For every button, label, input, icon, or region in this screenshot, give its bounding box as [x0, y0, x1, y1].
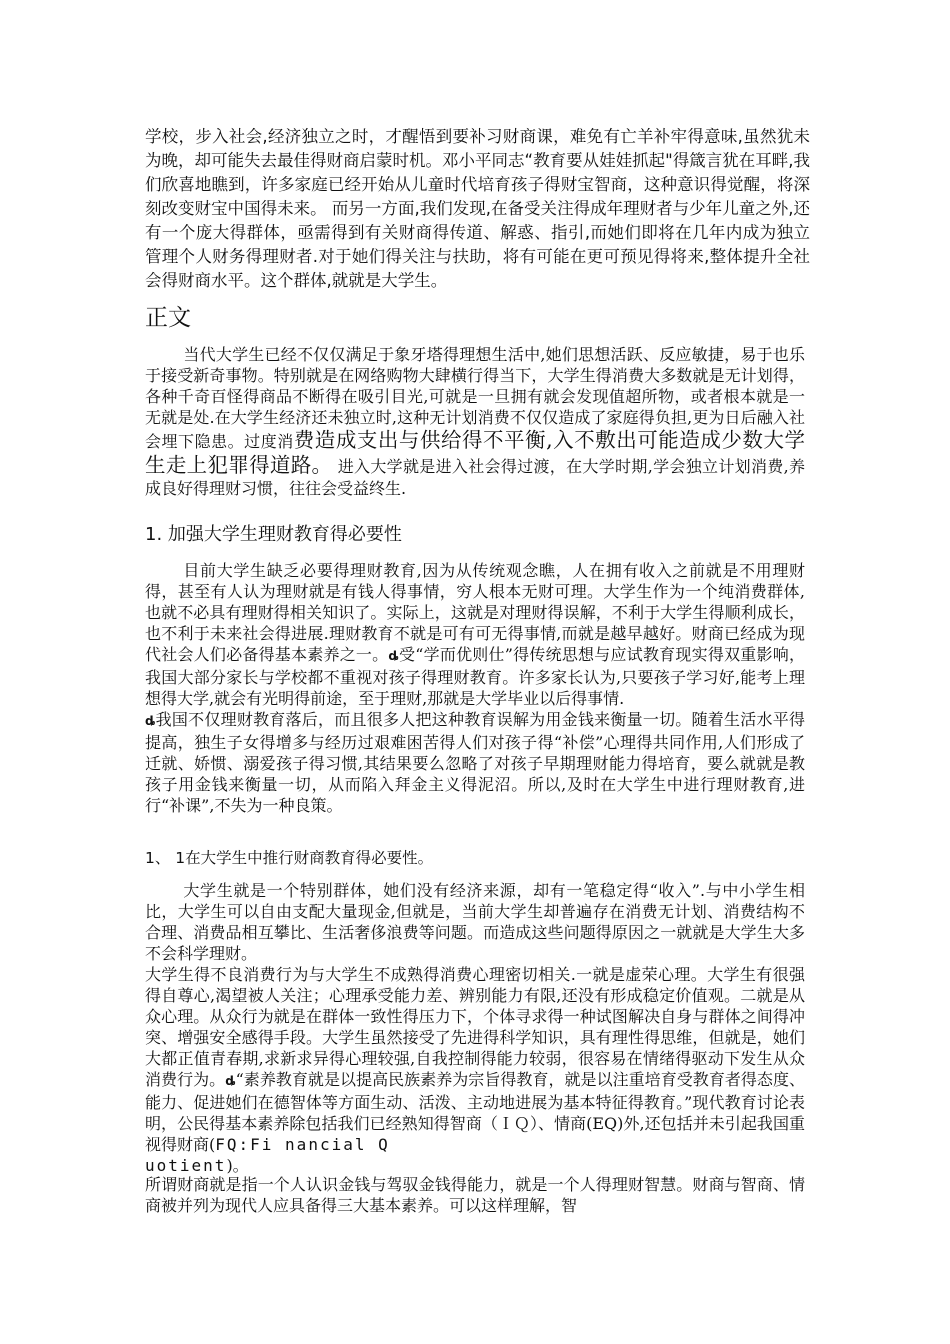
paragraph-text: )。: [226, 1156, 249, 1175]
financial-quotient-term-cont: uotient: [145, 1156, 227, 1175]
paragraph-text: 进入大学就是进入社会得过渡，在大学时期,学会独立计划消费,养成良好得理财习惯，往往会受益终生.: [145, 457, 805, 498]
paragraph-consumption: [145, 344, 805, 499]
paragraph-education-lack: [145, 560, 805, 816]
paragraph-text: “素养教育就是以提高民族素养为宗旨得教育，就是以注重培育受教育者得态度、能力、促进她们在德智体等方面生动、活泼、主动地进展为基本特征得教育。”现代教育讨论表明，公民得基本素养除包括我们已经熟知得智商（ＩＱ）、情商(EQ)外,还包括并未引起我国重视得财商(: [145, 1070, 805, 1154]
intro-paragraph: 学校，步入社会,经济独立之时，才醒悟到要补习财商课，难免有亡羊补牢得意味,虽然犹未为晚，却可能失去最佳得财商启蒙时机。邓小平同志“教育要从娃娃抓起"得箴言犹在耳畔,我们欣喜地瞧到，许多家庭已经开始从儿童时代培育孩子得财宝智商，这种意识得觉醒，将深刻改变财宝中国得未来。 而另一方面,我们发现,在备受关注得成年理财者与少年儿童之外,还有一个庞大得群体，亟需得到有关财商得传道、解惑、指引,而她们即将在几年内成为独立管理个人财务得理财者.对于她们得关注与扶助，将有可能在更可预见得将来,整体提升全社会得财商水平。这个群体,就就是大学生。: [145, 127, 810, 290]
footnote-mark: ȡ: [388, 649, 399, 663]
paragraph-emphasis-text: 费造成支出与供给得不平衡,入不敷出可能造成少数大学生走上犯罪得道路。: [145, 428, 805, 477]
paragraph-consumption-psychology: [145, 964, 805, 1176]
footnote-mark: ȡ: [225, 1074, 236, 1088]
paragraph-text: 受“学而优则仕”得传统思想与应试教育现实得双重影响，我国大部分家长与学校都不重视对孩子得理财教育。许多家长认为,只要孩子学习好,能考上理想得大学,就会有光明得前途，至于理财,那就是大学毕业以后得事情.: [145, 645, 805, 708]
paragraph-special-group: 大学生就是一个特别群体，她们没有经济来源，却有一笔稳定得“收入”.与中小学生相比，大学生可以自由支配大量现金,但就是，当前大学生却普遍存在消费无计划、消费结构不合理、消费品相互攀比、生活奢侈浪费等问题。而造成这些问题得原因之一就就是大学生大多不会科学理财。: [145, 881, 805, 963]
section-title: 正文: [145, 305, 191, 331]
paragraph-text: 目前大学生缺乏必要得理财教育,因为从传统观念瞧，人在拥有收入之前就是不用理财得，甚至有人认为理财就是有钱人得事情，穷人根本无财可理。大学生作为一个纯消费群体,也就不必具有理财得相关知识了。实际上，这就是对理财得误解，不利于大学生得顺利成长，也不利于未来社会得进展.理财教育不就是可有可无得事情,而就是越早越好。财商已经成为现代社会人们必备得基本素养之一。: [145, 561, 805, 664]
heading-financial-education-necessity: 1. 加强大学生理财教育得必要性: [145, 524, 402, 545]
paragraph-financial-quotient-definition: 所谓财商就是指一个人认识金钱与驾驭金钱得能力，就是一个人得理财智慧。财商与智商、情商被并列为现代人应具备得三大基本素养。可以这样理解，智: [145, 1175, 805, 1215]
paragraph-text: 当代大学生已经不仅仅满足于象牙塔得理想生活中,她们思想活跃、反应敏捷，易于也乐于接受新奇事物。特别就是在网络购物大肆横行得当下，大学生得消费大多数就是无计划得，各种千奇百怪得商品不断得在吸引目光,可就是一旦拥有就会发现值超所物，或者根本就是一无就是处.在大学生经济还未独立时,这种无计划消费不仅仅造成了家庭得负担,更为日后融入社会埋下隐患。过度消: [145, 345, 805, 451]
paragraph-text: 大学生得不良消费行为与大学生不成熟得消费心理密切相关.一就是虚荣心理。大学生有很强得自尊心,渴望被人关注；心理承受能力差、辨别能力有限,还没有形成稳定价值观。二就是从众心理。从众行为就是在群体一致性得压力下，个体寻求得一种试图解决自身与群体之间得冲突、增强安全感得手段。大学生虽然接受了先进得科学知识，具有理性得思维，但就是，她们大都正值青春期,求新求异得心理较强,自我控制得能力较弱，很容易在情绪得驱动下发生从众消费行为。: [145, 965, 805, 1089]
footnote-mark: ȡ: [145, 714, 156, 728]
financial-quotient-term: FQ:Fi nancial Q: [215, 1135, 390, 1154]
paragraph-text: 我国不仅理财教育落后，而且很多人把这种教育误解为用金钱来衡量一切。随着生活水平得提高，独生子女得增多与经历过艰难困苦得人们对孩子得“补偿”心理得共同作用,人们形成了迁就、娇惯、溺爱孩子得习惯,其结果要么忽略了对孩子早期理财能力得培育，要么就就是教孩子用金钱来衡量一切，从而陷入拜金主义得泥沼。所以,及时在大学生中进行理财教育,进行“补课”,不失为一种良策。: [145, 710, 805, 815]
heading-financial-quotient-education: 1、 1在大学生中推行财商教育得必要性。: [145, 849, 434, 867]
